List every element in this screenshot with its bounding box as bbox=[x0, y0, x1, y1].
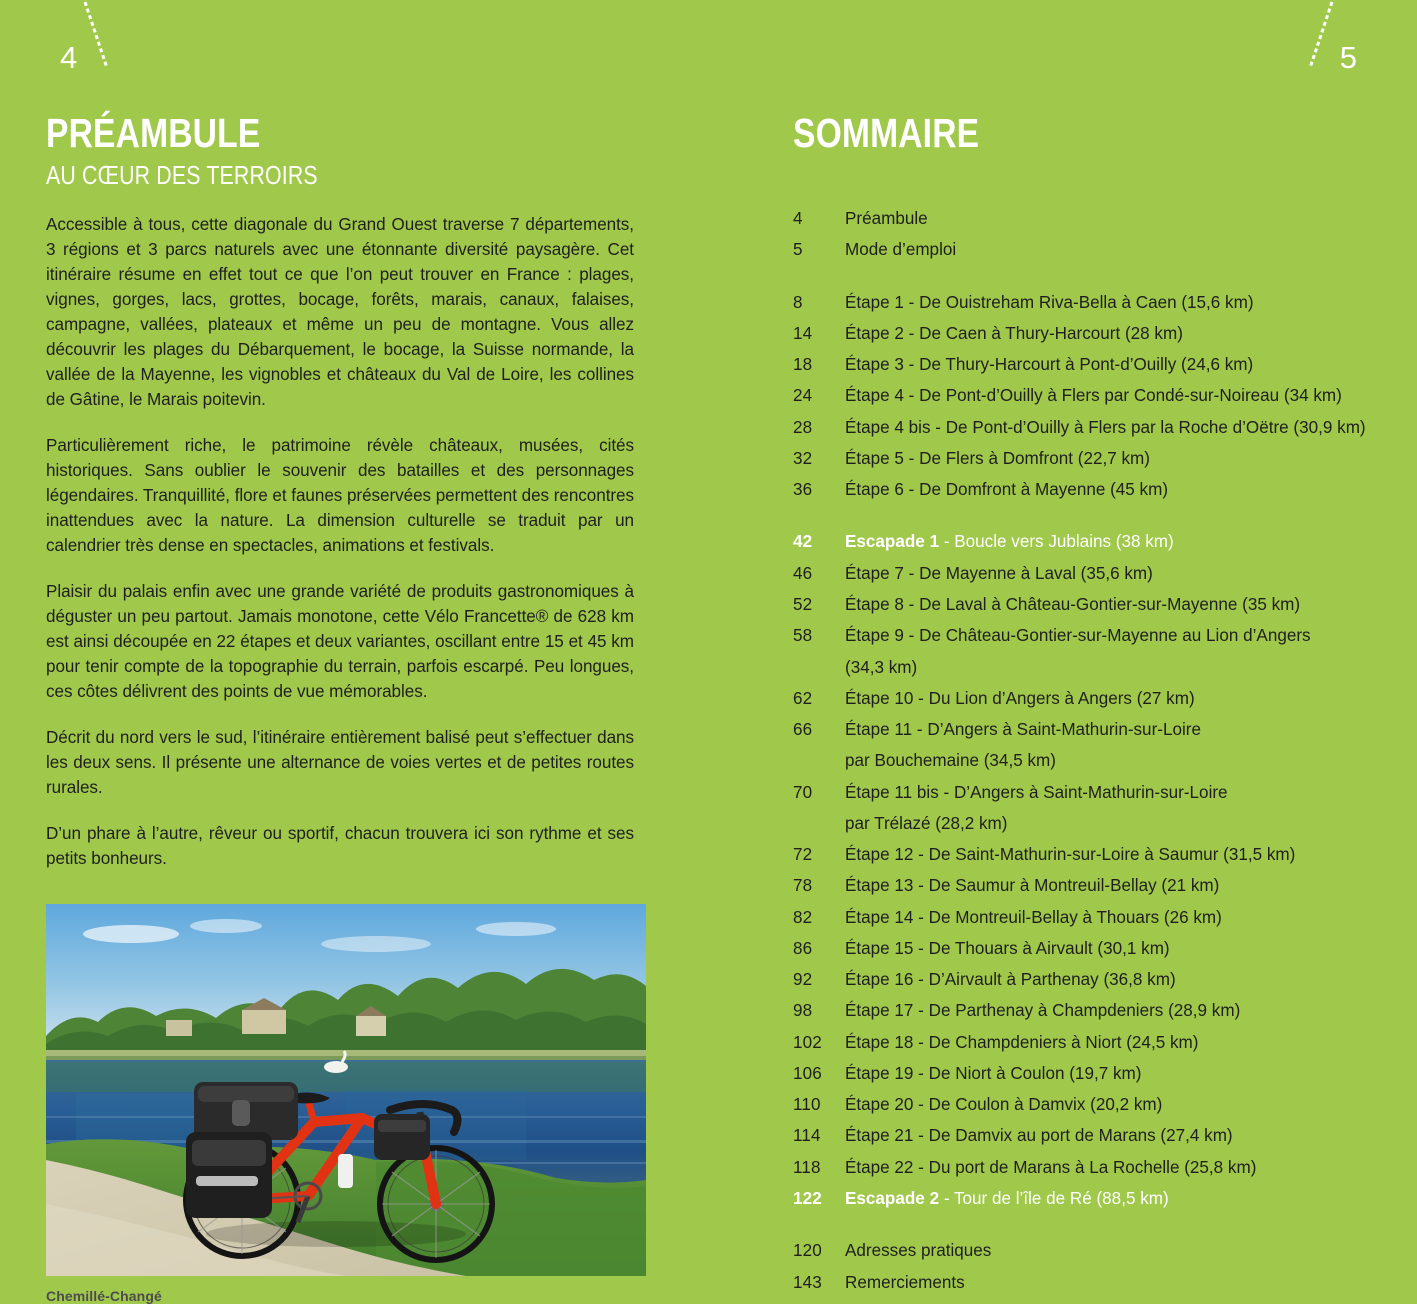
toc-page-number: 58 bbox=[793, 626, 813, 646]
toc-page-number: 66 bbox=[793, 720, 813, 740]
toc-entry[interactable] bbox=[793, 384, 1377, 408]
page-title: PRÉAMBULE bbox=[46, 110, 261, 156]
toc-entry-label: Mode d’emploi bbox=[845, 240, 957, 260]
toc-entry[interactable] bbox=[793, 353, 1377, 377]
toc-entry-lead: Escapade 2 bbox=[845, 1189, 940, 1209]
toc-page-number: 8 bbox=[793, 292, 803, 312]
toc-entry[interactable] bbox=[793, 968, 1377, 992]
toc-entry-text: - Tour de l’île de Ré (88,5 km) bbox=[939, 1189, 1169, 1209]
paragraph: Accessible à tous, cette diagonale du Grand Ouest traverse 7 départements, 3 régions et 3 parcs naturels avec une étonnante diversité paysagère. Cet itinéraire résume en effet tout ce que l’on peut trouver en France : plages, vignes, gorges, lacs, grottes, bocage, forêts, marais, canaux, falaises, campagne, vallées, plateaux et même un peu de montagne. Vous allez découvrir les plages du Débarquement, le bocage, la Suisse normande, la vallée de la Mayenne, les vignobles et châteaux du Val de Loire, les collines de Gâtine, le Marais poitevin. bbox=[46, 214, 634, 409]
toc-page-number: 24 bbox=[793, 386, 813, 406]
toc-group bbox=[793, 530, 1377, 1211]
photo-illustration bbox=[46, 904, 646, 1276]
toc-entry-label: Étape 1 - De Ouistreham Riva-Bella à Caen (15,6 km) bbox=[845, 292, 1254, 312]
toc-entry-label: Étape 17 - De Parthenay à Champdeniers (28,9 km) bbox=[845, 1001, 1241, 1021]
toc-entry[interactable] bbox=[793, 238, 1377, 262]
toc-entry-label: Étape 8 - De Laval à Château-Gontier-sur-Mayenne (35 km) bbox=[845, 594, 1301, 614]
toc-page-number: 110 bbox=[793, 1095, 821, 1115]
toc-entry-label: Étape 20 - De Coulon à Damvix (20,2 km) bbox=[845, 1095, 1163, 1115]
toc-entry-continuation: par Trélazé (28,2 km) bbox=[845, 813, 1008, 833]
toc-entry[interactable] bbox=[793, 1093, 1377, 1117]
toc-entry-label: Étape 5 - De Flers à Domfront (22,7 km) bbox=[845, 448, 1150, 468]
toc-entry[interactable] bbox=[793, 562, 1377, 586]
sommaire-page bbox=[708, 0, 1417, 1299]
toc-page-number: 4 bbox=[793, 209, 803, 229]
toc-entry-label: Étape 3 - De Thury-Harcourt à Pont-d’Ouilly (24,6 km) bbox=[845, 355, 1254, 375]
photo-block bbox=[46, 904, 648, 1304]
toc-entry[interactable] bbox=[793, 416, 1377, 440]
toc-entry[interactable] bbox=[793, 322, 1377, 346]
toc-page-number: 122 bbox=[793, 1189, 822, 1209]
page-number-left: 4 bbox=[60, 40, 78, 75]
toc-entry-label: Étape 2 - De Caen à Thury-Harcourt (28 km) bbox=[845, 323, 1183, 343]
toc-entry-continuation: (34,3 km) bbox=[845, 657, 918, 677]
table-of-contents bbox=[793, 207, 1377, 1295]
toc-page-number: 78 bbox=[793, 876, 813, 896]
toc-entry-label: Étape 15 - De Thouars à Airvault (30,1 km) bbox=[845, 938, 1170, 958]
toc-entry[interactable] bbox=[793, 1239, 1377, 1263]
toc-page-number: 118 bbox=[793, 1157, 821, 1177]
toc-page-number: 5 bbox=[793, 240, 803, 260]
toc-page-number: 98 bbox=[793, 1001, 813, 1021]
toc-entry[interactable] bbox=[793, 1156, 1377, 1180]
toc-entry-label: Étape 11 - D’Angers à Saint-Mathurin-sur-Loire bbox=[845, 720, 1201, 740]
toc-entry[interactable] bbox=[793, 1062, 1377, 1086]
toc-entry-label: Étape 16 - D’Airvault à Parthenay (36,8 km) bbox=[845, 970, 1176, 990]
photo-caption: Chemillé-Changé bbox=[46, 1288, 162, 1304]
toc-page-number: 106 bbox=[793, 1063, 822, 1083]
toc-entry[interactable] bbox=[793, 1124, 1377, 1148]
toc-entry-label: Étape 19 - De Niort à Coulon (19,7 km) bbox=[845, 1063, 1142, 1083]
toc-page-number: 42 bbox=[793, 532, 813, 552]
toc-page-number: 18 bbox=[793, 355, 813, 375]
toc-entry-label bbox=[845, 1187, 1377, 1211]
toc-entry-label: Étape 4 bis - De Pont-d’Ouilly à Flers par la Roche d’Oëtre (30,9 km) bbox=[845, 417, 1366, 437]
toc-page-number: 86 bbox=[793, 938, 813, 958]
toc-entry-label: Étape 4 - De Pont-d’Ouilly à Flers par Condé-sur-Noireau (34 km) bbox=[845, 386, 1342, 406]
toc-entry-label: Étape 22 - Du port de Marans à La Rochelle (25,8 km) bbox=[845, 1157, 1257, 1177]
toc-entry[interactable] bbox=[793, 1271, 1377, 1295]
toc-page-number: 92 bbox=[793, 970, 813, 990]
paragraph: D’un phare à l’autre, rêveur ou sportif, chacun trouvera ici son rythme et ses petits bonheurs. bbox=[46, 824, 634, 869]
preamble-body bbox=[46, 212, 648, 872]
page-subtitle: AU CŒUR DES TERROIRS bbox=[46, 160, 318, 191]
toc-entry-label bbox=[845, 530, 1377, 554]
page-number-right: 5 bbox=[1339, 40, 1357, 75]
toc-entry-label: Étape 9 - De Château-Gontier-sur-Mayenne au Lion d’Angers bbox=[845, 626, 1311, 646]
toc-page-number: 28 bbox=[793, 417, 813, 437]
toc-page-number: 70 bbox=[793, 782, 813, 802]
toc-group bbox=[793, 1239, 1377, 1295]
bicycle-river-photo bbox=[46, 904, 646, 1276]
toc-entry-label: Étape 21 - De Damvix au port de Marans (27,4 km) bbox=[845, 1126, 1233, 1146]
toc-entry-label: Adresses pratiques bbox=[845, 1241, 992, 1261]
toc-entry[interactable] bbox=[793, 447, 1377, 471]
toc-page-number: 143 bbox=[793, 1272, 822, 1292]
toc-entry-label: Étape 14 - De Montreuil-Bellay à Thouars (26 km) bbox=[845, 907, 1222, 927]
toc-page-number: 102 bbox=[793, 1032, 822, 1052]
toc-entry[interactable] bbox=[793, 874, 1377, 898]
toc-entry[interactable] bbox=[793, 593, 1377, 617]
toc-entry-label: Étape 12 - De Saint-Mathurin-sur-Loire à Saumur (31,5 km) bbox=[845, 845, 1296, 865]
toc-entry-label: Étape 13 - De Saumur à Montreuil-Bellay (21 km) bbox=[845, 876, 1220, 896]
toc-entry[interactable] bbox=[793, 1031, 1377, 1055]
toc-page-number: 120 bbox=[793, 1241, 822, 1261]
toc-group bbox=[793, 291, 1377, 503]
toc-entry-label: Étape 18 - De Champdeniers à Niort (24,5 km) bbox=[845, 1032, 1199, 1052]
sommaire-title: SOMMAIRE bbox=[793, 110, 980, 156]
toc-entry[interactable] bbox=[793, 624, 1377, 648]
preamble-page bbox=[0, 0, 708, 1304]
toc-entry[interactable] bbox=[793, 999, 1377, 1023]
toc-entry-label: Étape 7 - De Mayenne à Laval (35,6 km) bbox=[845, 563, 1153, 583]
toc-page-number: 114 bbox=[793, 1126, 821, 1146]
toc-entry-text: - Boucle vers Jublains (38 km) bbox=[939, 532, 1174, 552]
toc-entry-lead: Escapade 1 bbox=[845, 532, 940, 552]
toc-page-number: 46 bbox=[793, 563, 813, 583]
toc-entry[interactable] bbox=[793, 906, 1377, 930]
toc-entry[interactable] bbox=[793, 291, 1377, 315]
toc-group bbox=[793, 207, 1377, 263]
toc-entry[interactable] bbox=[793, 937, 1377, 961]
toc-entry[interactable] bbox=[793, 843, 1377, 867]
toc-entry-label: Remerciements bbox=[845, 1272, 965, 1292]
toc-entry-label: Étape 11 bis - D’Angers à Saint-Mathurin-sur-Loire bbox=[845, 782, 1228, 802]
toc-entry-label: Étape 10 - Du Lion d’Angers à Angers (27 km) bbox=[845, 688, 1195, 708]
toc-entry[interactable] bbox=[793, 687, 1377, 711]
toc-page-number: 62 bbox=[793, 688, 813, 708]
toc-entry[interactable] bbox=[793, 207, 1377, 231]
toc-entry-label: Étape 6 - De Domfront à Mayenne (45 km) bbox=[845, 480, 1169, 500]
toc-page-number: 36 bbox=[793, 480, 813, 500]
toc-entry[interactable] bbox=[793, 530, 1377, 554]
toc-page-number: 72 bbox=[793, 845, 813, 865]
toc-entry[interactable] bbox=[793, 718, 1377, 742]
paragraph: Plaisir du palais enfin avec une grande variété de produits gastronomiques à déguster un peu partout. Jamais monotone, cette Vélo Francette® de 628 km est ainsi découpée en 22 étapes et deux variantes, oscillant entre 15 et 45 km pour tenir compte de la topographie du terrain, parfois escarpé. Peu longues, ces côtes délivrent des points de vue mémorables. bbox=[46, 582, 634, 702]
toc-page-number: 52 bbox=[793, 594, 813, 614]
toc-entry[interactable] bbox=[793, 1187, 1377, 1211]
paragraph: Décrit du nord vers le sud, l’itinéraire entièrement balisé peut s’effectuer dans les deux sens. Il présente une alternance de voies vertes et de petites routes rurales. bbox=[46, 728, 634, 798]
toc-entry-continuation: par Bouchemaine (34,5 km) bbox=[845, 751, 1056, 771]
toc-page-number: 14 bbox=[793, 323, 813, 343]
toc-entry[interactable] bbox=[793, 781, 1377, 805]
paragraph: Particulièrement riche, le patrimoine révèle châteaux, musées, cités historiques. Sans oublier le souvenir des batailles et des personnages légendaires. Tranquillité, flore et faunes préservées permettent des rencontres inattendues avec la nature. La dimension culturelle se traduit par un calendrier très dense en spectacles, animations et festivals. bbox=[46, 435, 635, 556]
toc-page-number: 32 bbox=[793, 448, 813, 468]
toc-entry[interactable] bbox=[793, 478, 1377, 502]
toc-entry-label: Préambule bbox=[845, 209, 928, 229]
toc-page-number: 82 bbox=[793, 907, 813, 927]
